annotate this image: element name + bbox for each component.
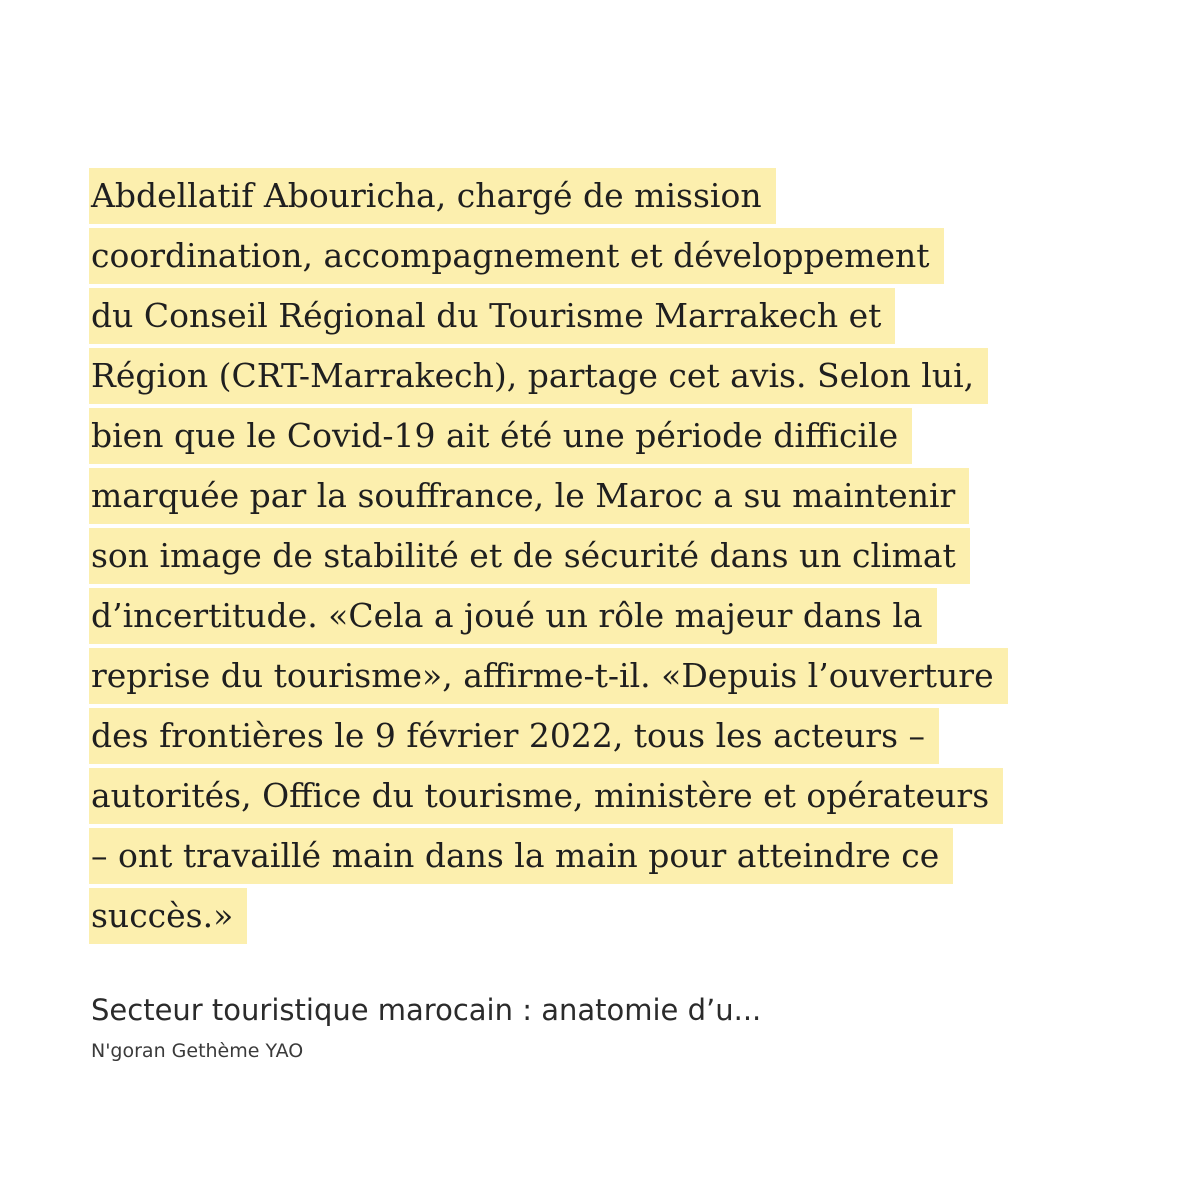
highlighted-text: reprise du tourisme», affirme-t-il. «Depuis l’ouverture	[89, 648, 1008, 704]
highlighted-text: du Conseil Régional du Tourisme Marrakech et	[89, 288, 895, 344]
quote-line	[91, 408, 1101, 468]
quote-line	[91, 828, 1101, 888]
highlighted-text: – ont travaillé main dans la main pour atteindre ce	[89, 828, 953, 884]
highlighted-text: coordination, accompagnement et développement	[89, 228, 944, 284]
highlighted-text: Abdellatif Abouricha, chargé de mission	[89, 168, 776, 224]
highlighted-text: marquée par la souffrance, le Maroc a su maintenir	[89, 468, 969, 524]
article-source	[91, 990, 1101, 1064]
highlighted-text: autorités, Office du tourisme, ministère et opérateurs	[89, 768, 1003, 824]
article-author: N'goran Gethème YAO	[91, 1040, 304, 1062]
highlighted-text: des frontières le 9 février 2022, tous les acteurs –	[89, 708, 939, 764]
quote-line	[91, 168, 1101, 228]
quote-line	[91, 768, 1101, 828]
quote-line	[91, 888, 1101, 948]
quote-line	[91, 288, 1101, 348]
highlighted-text: d’incertitude. «Cela a joué un rôle majeur dans la	[89, 588, 937, 644]
highlighted-text: Région (CRT-Marrakech), partage cet avis. Selon lui,	[89, 348, 988, 404]
quote-line	[91, 528, 1101, 588]
highlighted-quote	[91, 168, 1101, 948]
quote-line	[91, 348, 1101, 408]
quote-line	[91, 228, 1101, 288]
highlighted-text: bien que le Covid-19 ait été une période difficile	[89, 408, 912, 464]
highlighted-text: son image de stabilité et de sécurité dans un climat	[89, 528, 970, 584]
quote-line	[91, 648, 1101, 708]
article-title-link[interactable]: Secteur touristique marocain : anatomie d’u...	[91, 993, 762, 1027]
quote-line	[91, 588, 1101, 648]
highlighted-text: succès.»	[89, 888, 247, 944]
quote-line	[91, 708, 1101, 768]
quote-line	[91, 468, 1101, 528]
